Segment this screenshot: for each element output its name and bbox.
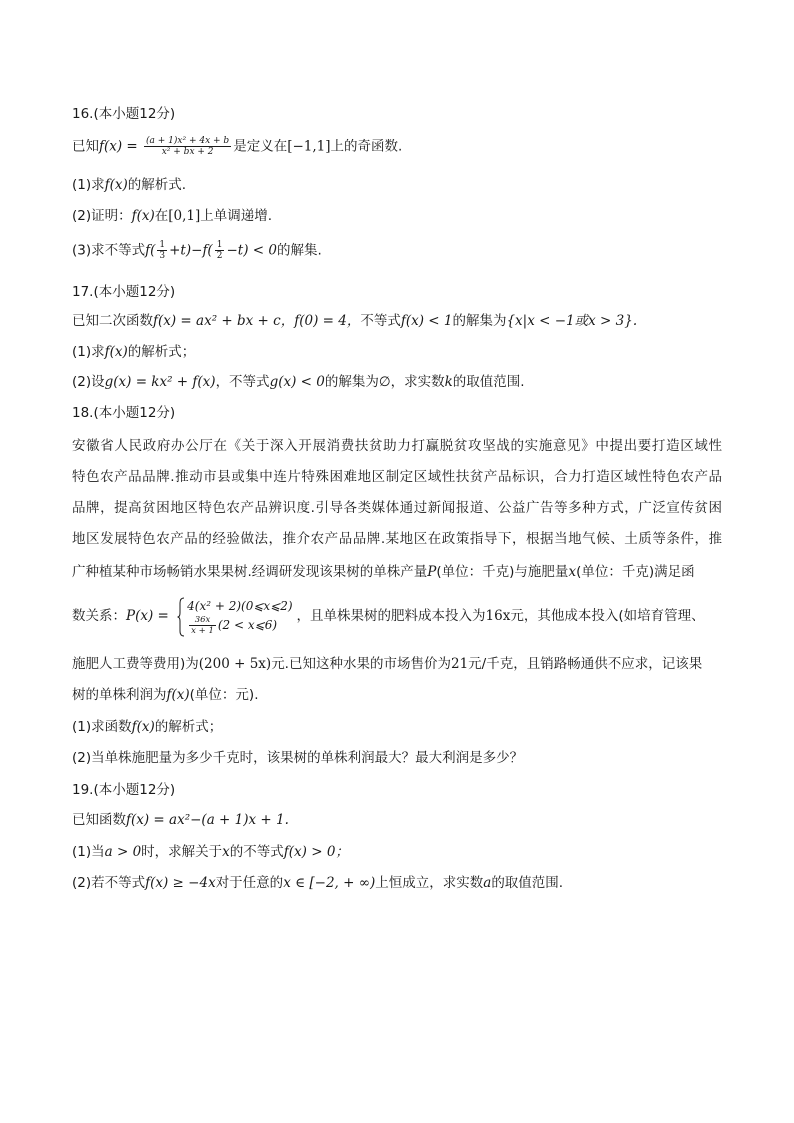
q16-part2-interval: [0,1] <box>168 208 201 224</box>
q16-fraction-denominator: x² + bx + 2 <box>161 147 214 157</box>
q16-part3 <box>72 240 322 261</box>
q18-heading-text: 18.(本小题12分) <box>72 405 176 421</box>
q19-part1-c: 的不等式 <box>229 844 284 860</box>
q18-line6-a: 数关系： <box>72 608 126 624</box>
q18-line7-c: 元/千克，且销路畅通供不应求，记该果 <box>468 656 703 672</box>
q17-part2 <box>72 372 525 392</box>
q18-line5-P: P <box>427 564 437 580</box>
q18-paragraph-line-3 <box>72 498 722 518</box>
q18-line3-text: 品牌，提高贫困地区特色农产品辨识度.引导各类媒体通过新闻报道、公益广告等多种方式，广泛宣传贫困 <box>72 500 722 516</box>
q16-part1-b: 的解析式. <box>127 177 187 193</box>
q18-paragraph-line-7 <box>72 654 702 674</box>
q18-piecewise-fraction-den: x + 1 <box>191 625 214 636</box>
q16-part1 <box>72 175 186 195</box>
q18-paragraph-line-4 <box>72 529 722 549</box>
q18-paragraph-line-5 <box>72 562 695 582</box>
q18-line2-text: 特色农产品品牌.推动市县或集中连片特殊困难地区制定区域性扶贫产品标识，合力打造区域性特色农产品 <box>72 469 722 485</box>
q18-piecewise-row1: 4(x² + 2)(0⩽x⩽2) <box>187 598 293 613</box>
q17-part2-empty-set: ∅ <box>378 374 391 390</box>
q18-paragraph-line-2 <box>72 467 722 487</box>
q17-part2-g: g(x) = kx² + f(x) <box>104 374 216 390</box>
q17-statement-c: 的解集为 <box>452 313 507 329</box>
q17-part2-e: 的取值范围. <box>452 374 525 390</box>
q17-part2-a: (2)设 <box>72 374 105 390</box>
q18-piecewise-row2-condition: (2 < x⩽6) <box>217 617 278 632</box>
q19-part1-condition: a > 0 <box>104 844 142 860</box>
q16-heading <box>72 104 175 124</box>
q19-part2-a-var: a <box>483 875 492 891</box>
q18-paragraph-line-1 <box>72 436 722 456</box>
q16-part1-f: f(x) <box>104 177 128 193</box>
q18-line7-b: 元.已知这种水果的市场售价为 <box>271 656 451 672</box>
q19-part2-a: (2)若不等式 <box>72 875 146 891</box>
q18-piecewise-fraction <box>189 615 216 636</box>
q18-line8-a: 树的单株利润为 <box>72 687 167 703</box>
q17-part2-b: ，不等式 <box>215 374 270 390</box>
q16-part3-fraction1 <box>157 240 167 261</box>
q16-intro-c: 上的奇函数. <box>330 138 403 155</box>
q18-line5-b: (单位：千克)与施肥量 <box>436 564 569 580</box>
q18-line7-a: 施肥人工费等费用)为 <box>72 656 199 672</box>
q18-line6-cost: 16x <box>485 608 511 624</box>
q18-paragraph-line-8 <box>72 685 258 705</box>
q16-part3-a: (3)求不等式 <box>72 242 146 259</box>
q16-part2-c: 上单调递增. <box>200 208 273 224</box>
q16-part3-f1: f( <box>145 242 156 259</box>
q19-part1 <box>72 842 349 862</box>
q17-part1-f: f(x) <box>104 344 128 360</box>
q19-part2-inequality: f(x) ≥ −4x <box>145 875 216 891</box>
q16-intro-a: 已知 <box>72 138 99 155</box>
left-brace-icon <box>177 597 185 637</box>
q16-part2 <box>72 206 272 226</box>
q16-part3-fraction1-den: 3 <box>159 251 166 261</box>
q19-part1-a: (1)当 <box>72 844 105 860</box>
q19-part2-domain: x ∈ [−2, + ∞) <box>283 875 376 891</box>
q17-part2-d: ，求实数 <box>390 374 445 390</box>
q16-part1-a: (1)求 <box>72 177 105 193</box>
q18-line4-text: 地区发展特色农产品的经验做法，推介农产品品牌.某地区在政策指导下，根据当地气候、土质等条件，推 <box>72 531 722 547</box>
q19-part1-b: 时，求解关于 <box>141 844 223 860</box>
q18-line5-x: x <box>568 564 577 580</box>
q19-statement <box>72 810 289 830</box>
q18-heading <box>72 403 175 423</box>
q18-part1 <box>72 717 222 737</box>
q18-line6-c: 元，其他成本投入(如培育管理、 <box>510 608 705 624</box>
q18-line5-a: 广种植某种市场畅销水果果树.经调研发现该果树的单株产量 <box>72 564 428 580</box>
q19-function: f(x) = ax²−(a + 1)x + 1. <box>126 812 289 828</box>
q18-line7-other-cost: (200 + 5x) <box>198 656 272 672</box>
q18-line5-c: (单位：千克)满足函 <box>576 564 695 580</box>
q17-function: f(x) = ax² + bx + c，f(0) = 4， <box>153 313 361 329</box>
q19-heading <box>72 780 175 800</box>
q18-paragraph-line-6 <box>72 594 705 638</box>
q18-piecewise <box>177 597 292 636</box>
q17-heading <box>72 282 175 302</box>
q18-piecewise-name: P(x) = <box>126 608 169 624</box>
q16-statement <box>72 136 402 157</box>
q17-heading-text: 17.(本小题12分) <box>72 284 176 300</box>
q18-part1-b: 的解析式； <box>154 719 223 735</box>
q17-part2-c: 的解集为 <box>324 374 379 390</box>
q19-part2-d: 的取值范围. <box>491 875 564 891</box>
q18-part2-text: (2)当单株施肥量为多少千克时，该果树的单株利润最大？最大利润是多少？ <box>72 750 524 766</box>
q17-statement-a: 已知二次函数 <box>72 313 153 329</box>
q17-part1-b: 的解析式； <box>127 344 196 360</box>
q16-part2-a: (2)证明： <box>72 208 132 224</box>
q19-part1-inequality: f(x) > 0； <box>283 844 349 860</box>
q18-line8-b: (单位：元). <box>189 687 259 703</box>
q19-heading-text: 19.(本小题12分) <box>72 782 176 798</box>
q19-part2-b: 对于任意的 <box>215 875 284 891</box>
q18-line6-b: ，且单株果树的肥料成本投入为 <box>296 608 486 624</box>
q19-statement-a: 已知函数 <box>72 812 126 828</box>
q16-part3-b: 的解集. <box>276 242 322 259</box>
q16-part2-b: 在 <box>154 208 169 224</box>
q17-statement <box>72 311 637 331</box>
q16-fraction-numerator: (a + 1)x² + 4x + b <box>146 136 230 146</box>
q16-heading-text: 16.(本小题12分) <box>72 106 176 122</box>
q16-part3-fraction1-num: 1 <box>159 240 166 250</box>
q16-fraction <box>144 136 231 157</box>
q18-line8-f: f(x) <box>166 687 190 703</box>
q16-part3-fraction2 <box>215 240 225 261</box>
q18-line7-price: 21 <box>450 656 469 672</box>
q16-interval: [−1,1] <box>287 138 331 155</box>
q18-part1-f: f(x) <box>131 719 155 735</box>
q16-part3-mid: +t)−f( <box>169 242 213 259</box>
q17-solution-set: {x|x < −1或x > 3}. <box>506 313 638 329</box>
q17-part2-k: k <box>444 374 453 390</box>
q17-inequality: f(x) < 1 <box>400 313 453 329</box>
q16-part3-fraction2-den: 2 <box>216 251 223 261</box>
q18-piecewise-row2 <box>187 615 292 636</box>
q17-part2-inequality: g(x) < 0 <box>269 374 325 390</box>
q19-part2-c: 上恒成立，求实数 <box>375 875 484 891</box>
q16-part2-f: f(x) <box>131 208 155 224</box>
q16-function-name: f(x) = <box>99 138 138 155</box>
q18-line1-text: 安徽省人民政府办公厅在《关于深入开展消费扶贫助力打赢脱贫攻坚战的实施意见》中提出要打造区域性 <box>72 438 722 454</box>
q18-part1-a: (1)求函数 <box>72 719 132 735</box>
q16-part3-end: −t) < 0 <box>226 242 277 259</box>
q19-part1-x: x <box>222 844 230 860</box>
q18-piecewise-fraction-num: 36x <box>189 615 216 626</box>
q16-part3-fraction2-num: 1 <box>216 240 223 250</box>
q17-part1 <box>72 342 195 362</box>
q19-part2 <box>72 873 563 893</box>
q17-part1-a: (1)求 <box>72 344 105 360</box>
q16-intro-b: 是定义在 <box>233 138 288 155</box>
q18-part2 <box>72 748 523 768</box>
q17-statement-b: 不等式 <box>360 313 401 329</box>
